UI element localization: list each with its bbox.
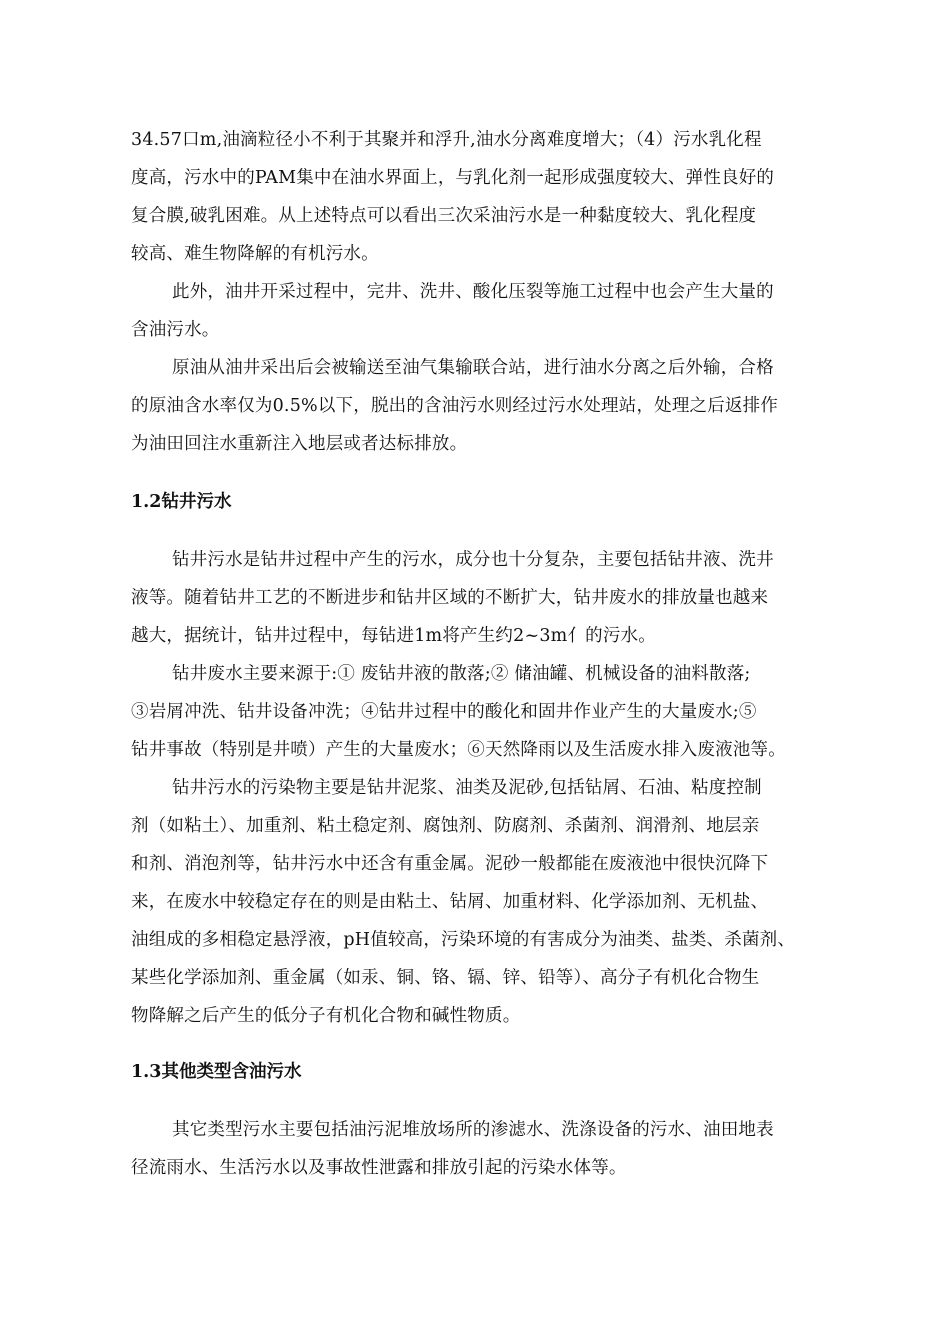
text-line: 液等。随着钻井工艺的不断进步和钻井区域的不断扩大，钻井废水的排放量也越来 <box>131 588 769 608</box>
text-line: 钻井污水是钻井过程中产生的污水，成分也十分复杂，主要包括钻井液、洗井 <box>172 550 774 570</box>
text-line: 复合膜,破乳困难。从上述特点可以看出三次采油污水是一种黏度较大、乳化程度 <box>131 206 757 226</box>
text-line: 度高，污水中的PAM集中在油水界面上，与乳化剂一起形成强度较大、弹性良好的 <box>131 168 775 188</box>
text-line: 钻井事故（特别是井喷）产生的大量废水；⑥天然降雨以及生活废水排入废液池等。 <box>131 740 786 760</box>
text-line: 油组成的多相稳定悬浮液，pH值较高，污染环境的有害成分为油类、盐类、杀菌剂、 <box>131 930 796 950</box>
text-line: 34.57口m,油滴粒径小不利于其聚并和浮升,油水分离难度增大；（4）污水乳化程 <box>131 130 762 150</box>
text-line: 含油污水。 <box>131 320 220 340</box>
text-line: 钻井废水主要来源于:① 废钻井液的散落;② 储油罐、机械设备的油料散落; <box>172 664 751 684</box>
text-line: 钻井污水的污染物主要是钻井泥浆、油类及泥砂,包括钻屑、石油、粘度控制 <box>172 778 762 798</box>
text-line: 为油田回注水重新注入地层或者达标排放。 <box>131 434 468 454</box>
text-line: ③岩屑冲洗、钻井设备冲洗；④钻井过程中的酸化和固井作业产生的大量废水;⑤ <box>131 702 757 722</box>
text-line: 的原油含水率仅为0.5%以下，脱出的含油污水则经过污水处理站，处理之后返排作 <box>131 396 779 416</box>
text-line: 剂（如粘土）、加重剂、粘土稳定剂、腐蚀剂、防腐剂、杀菌剂、润滑剂、地层亲 <box>131 816 760 836</box>
text-line: 和剂、消泡剂等，钻井污水中还含有重金属。泥砂一般都能在废液池中很快沉降下 <box>131 854 769 874</box>
text-line: 此外，油井开采过程中，完井、洗井、酸化压裂等施工过程中也会产生大量的 <box>172 282 774 302</box>
text-line: 原油从油井采出后会被输送至油气集输联合站，进行油水分离之后外输，合格 <box>172 358 774 378</box>
text-line: 径流雨水、生活污水以及事故性泄露和排放引起的污染水体等。 <box>131 1158 627 1178</box>
section-heading: 1.3其他类型含油污水 <box>131 1062 302 1082</box>
text-line: 某些化学添加剂、重金属（如汞、铜、铬、镉、锌、铅等）、高分子有机化合物生 <box>131 968 760 988</box>
text-line: 物降解之后产生的低分子有机化合物和碱性物质。 <box>131 1006 521 1026</box>
text-line: 越大，据统计，钻井过程中，每钻进1m将产生约2~3m亻的污水。 <box>131 626 656 646</box>
text-line: 较高、难生物降解的有机污水。 <box>131 244 379 264</box>
section-heading: 1.2钻井污水 <box>131 492 232 512</box>
text-line: 来，在废水中较稳定存在的则是由粘土、钻屑、加重材料、化学添加剂、无机盐、 <box>131 892 769 912</box>
text-line: 其它类型污水主要包括油污泥堆放场所的渗滤水、洗涤设备的污水、油田地表 <box>172 1120 774 1140</box>
